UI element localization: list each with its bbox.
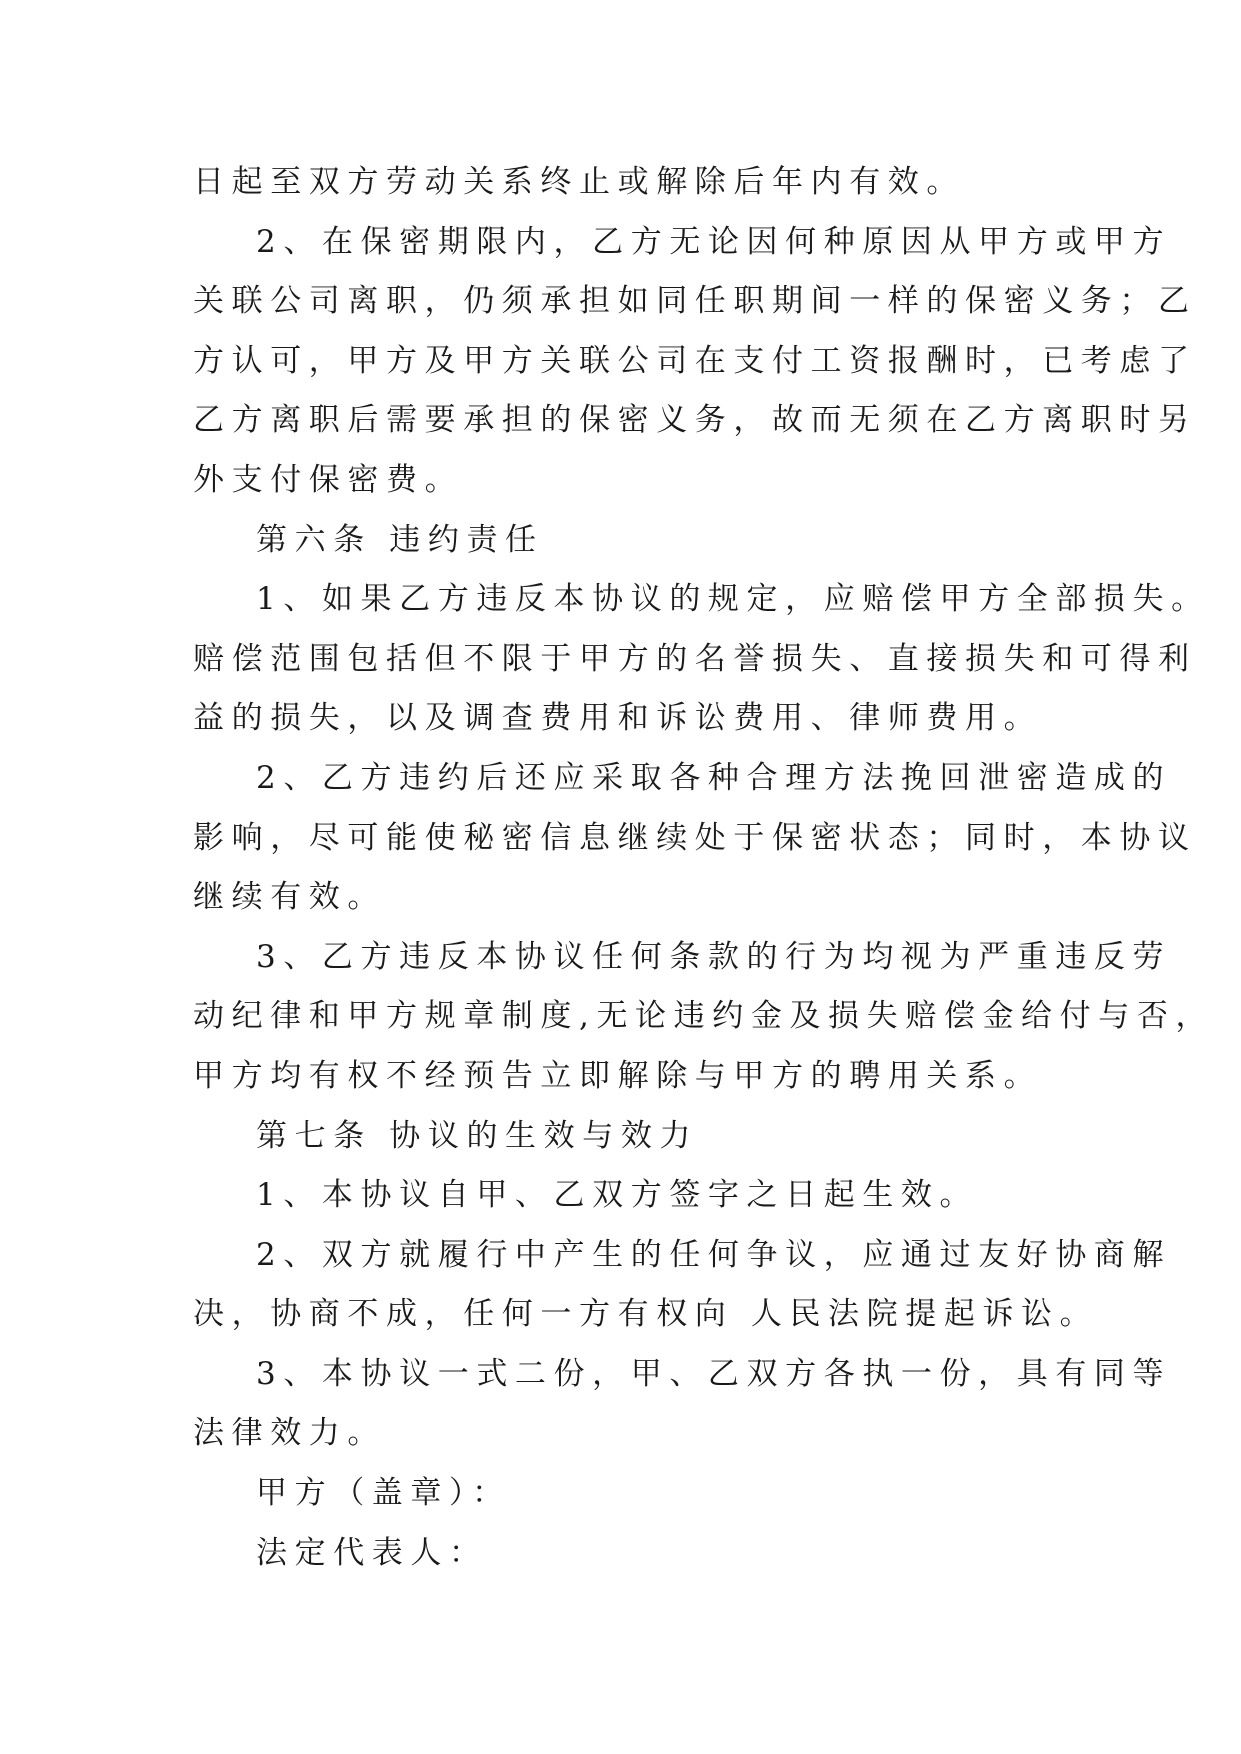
text-line: 乙方离职后需要承担的保密义务，故而无须在乙方离职时另 [193,402,1197,439]
text-line: 1、本协议自甲、乙双方签字之日起生效。 [256,1177,979,1214]
text-line: 影响，尽可能使秘密信息继续处于保密状态；同时，本协议 [193,819,1197,856]
document-body [193,153,1215,1583]
text-line: 2、双方就履行中产生的任何争议，应通过友好协商解 [256,1236,1172,1273]
text-line: 方认可，甲方及甲方关联公司在支付工资报酬时，已考虑了 [193,342,1197,379]
text-line: 法律效力。 [193,1415,386,1452]
text-line: 继续有效。 [193,879,386,916]
text-line: 第六条 违约责任 [256,521,544,558]
text-line: 1、如果乙方违反本协议的规定，应赔偿甲方全部损失。 [256,581,1210,618]
text-line: 3、乙方违反本协议任何条款的行为均视为严重违反劳 [256,938,1172,975]
text-line: 动纪律和甲方规章制度,无论违约金及损失赔偿金给付与否， [193,998,1215,1035]
text-line: 甲方（盖章）： [256,1475,511,1512]
text-line: 法定代表人： [256,1534,488,1571]
text-line: 3、本协议一式二份，甲、乙双方各执一份，具有同等 [256,1355,1172,1392]
text-line: 赔偿范围包括但不限于甲方的名誉损失、直接损失和可得利 [193,640,1197,677]
text-line: 决，协商不成，任何一方有权向 人民法院提起诉讼。 [193,1296,1099,1333]
text-line: 关联公司离职，仍须承担如同任职期间一样的保密义务；乙 [193,283,1197,320]
text-line: 益的损失，以及调查费用和诉讼费用、律师费用。 [193,700,1043,737]
text-line: 2、乙方违约后还应采取各种合理方法挽回泄密造成的 [256,759,1172,796]
text-line: 外支付保密费。 [193,461,464,498]
text-line: 2、在保密期限内，乙方无论因何种原因从甲方或甲方 [256,223,1172,260]
text-line: 第七条 协议的生效与效力 [256,1117,699,1154]
text-line: 日起至双方劳动关系终止或解除后年内有效。 [193,164,965,200]
text-line: 甲方均有权不经预告立即解除与甲方的聘用关系。 [193,1057,1043,1094]
